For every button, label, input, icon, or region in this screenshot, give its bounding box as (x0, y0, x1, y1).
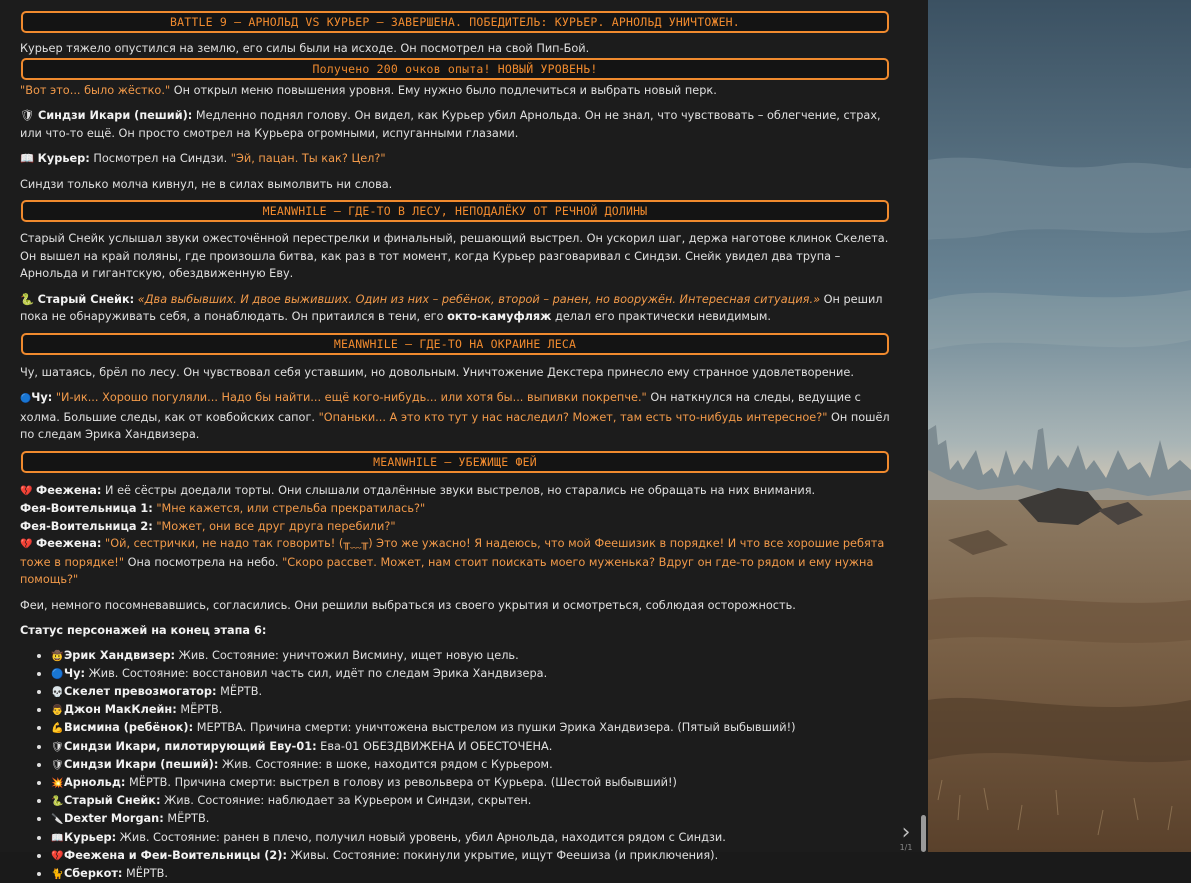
status-character-name: Курьер: (64, 831, 116, 844)
quote: "Эй, пацан. Ты как? Цел?" (231, 152, 386, 165)
skull-icon: 💀 (51, 684, 64, 701)
meanwhile-banner-fairy: MEANWHILE – УБЕЖИЩЕ ФЕЙ (21, 451, 889, 473)
shield-icon: 🛡 (20, 109, 34, 122)
xp-banner: Получено 200 очков опыта! НОВЫЙ УРОВЕНЬ! (21, 58, 889, 80)
status-character-name: Dexter Morgan: (64, 812, 164, 825)
broken-heart-icon: 💔 (20, 486, 32, 497)
broken-heart-icon: 💔 (51, 848, 64, 865)
status-text: МЕРТВА. Причина смерти: уничтожена выстрелом из пушки Эрика Хандвизера. (Пятый выбывший!) (193, 721, 795, 734)
quote: "Мне кажется, или стрельба прекратилась?" (153, 502, 425, 515)
explosion-icon: 💥 (51, 775, 64, 792)
status-item (34, 756, 892, 774)
scrollbar-track[interactable] (918, 0, 928, 852)
status-heading: Статус персонажей на конец этапа 6: (20, 622, 890, 640)
status-item (34, 774, 892, 792)
quote: "И-ик... Хорошо погуляли... Надо бы найти... ещё кого-нибудь... или хотя бы... выпивки покрепче." (52, 391, 647, 404)
status-text: МЁРТВ. (177, 703, 223, 716)
paragraph: Феи, немного посомневавшись, согласились. Они решили выбраться из своего укрытия и осмотреться, соблюдая осторожность. (20, 597, 890, 615)
quote: "Вот это... было жёстко." (20, 84, 170, 97)
status-item (34, 847, 892, 865)
speaker-name: Фея-Воительница 2: (20, 520, 153, 533)
status-character-name: Феежена и Феи-Воительницы (2): (64, 849, 287, 862)
narration: Он пошёл по следам Эрика Хандвизера. (20, 411, 890, 442)
scrollbar-thumb[interactable] (921, 815, 926, 852)
status-text: МЁРТВ. (164, 812, 210, 825)
status-item (34, 683, 892, 701)
quote: "Опаньки... А это кто тут у нас наследил? Может, там есть что-нибудь интересное?" (319, 411, 828, 424)
status-item (34, 865, 892, 883)
status-item (34, 810, 892, 828)
narration: Она посмотрела на небо. (124, 556, 282, 569)
status-text: МЁРТВ. Причина смерти: выстрел в голову из револьвера от Курьера. (Шестой выбывший!) (125, 776, 676, 789)
paragraph: Курьер тяжело опустился на землю, его силы были на исходе. Он посмотрел на свой Пип-Бой. (20, 40, 890, 58)
quote: "Может, они все друг друга перебили?" (153, 520, 396, 533)
book-icon: 📖 (51, 830, 64, 847)
narration: Он наткнулся на следы, ведущие с холма. Большие следы, как от ковбойских сапог. (20, 391, 861, 424)
status-item (34, 719, 892, 737)
paragraph (20, 389, 890, 444)
quote: «Два выбывших. И двое выживших. Один из них – ребёнок, второй – ранен, но вооружён. Интересная ситуация.» (134, 293, 820, 306)
status-text: Живы. Состояние: покинули укрытие, ищут Феешиза (и приключения). (287, 849, 718, 862)
book-icon: 📖 (20, 152, 34, 165)
status-character-name: Старый Снейк: (64, 794, 160, 807)
quote: "Скоро рассвет. Может, нам стоит поискать моего муженька? Вдруг он где-то рядом и ему нужна помощь?" (20, 556, 873, 587)
speaker-name: Феежена: (36, 484, 101, 497)
shield-icon: 🛡 (51, 757, 64, 774)
status-text: Жив. Состояние: наблюдает за Курьером и Синдзи, скрытен. (160, 794, 531, 807)
status-text: Ева-01 ОБЕЗДВИЖЕНА И ОБЕСТОЧЕНА. (317, 740, 553, 753)
flexed-arm-icon: 💪 (51, 720, 64, 737)
paragraph (20, 82, 890, 100)
status-text: Жив. Состояние: в шоке, находится рядом с Курьером. (218, 758, 552, 771)
paragraph (20, 500, 890, 518)
status-item (34, 701, 892, 719)
status-list (34, 647, 892, 883)
meanwhile-banner-forest: MEANWHILE – ГДЕ-ТО В ЛЕСУ, НЕПОДАЛЁКУ ОТ РЕЧНОЙ ДОЛИНЫ (21, 200, 889, 222)
status-character-name: Синдзи Икари, пилотирующий Еву-01: (64, 740, 317, 753)
status-item (34, 665, 892, 683)
status-item (34, 647, 892, 665)
speaker-name: Фея-Воительница 1: (20, 502, 153, 515)
narration: Медленно поднял голову. Он видел, как Курьер убил Арнольда. Он не знал, что чувствовать – облегчение, страх, или что-то ещё. Он просто смотрел на Курьера огромными, испуганными глазами. (20, 109, 881, 140)
status-character-name: Сберкот: (64, 867, 122, 880)
paragraph: Чу, шатаясь, брёл по лесу. Он чувствовал себя уставшим, но довольным. Уничтожение Декстера принесло ему странное удовлетворение. (20, 364, 890, 382)
status-character-name: Чу: (64, 667, 85, 680)
narration: Посмотрел на Синдзи. (90, 152, 231, 165)
status-character-name: Скелет превозмогатор: (64, 685, 217, 698)
status-character-name: Эрик Хандвизер: (64, 649, 175, 662)
paragraph (20, 482, 890, 501)
narration: Он решил пока не обнаруживать себя, а понаблюдать. Он притаился в тени, его (20, 293, 883, 324)
pager-label: 1/1 (895, 843, 917, 852)
man-icon: 👨 (51, 702, 64, 719)
status-item (34, 792, 892, 810)
snake-icon: 🐍 (20, 293, 34, 306)
knife-icon: 🔪 (51, 811, 64, 828)
broken-heart-icon: 💔 (20, 539, 32, 550)
speaker-name: Синдзи Икари (пеший): (38, 109, 192, 122)
speaker-name: Старый Снейк: (38, 293, 134, 306)
cat-icon: 🐈 (51, 866, 64, 883)
narration: Он открыл меню повышения уровня. Ему нужно было подлечиться и выбрать новый перк. (170, 84, 717, 97)
status-character-name: Джон МакКлейн: (64, 703, 177, 716)
status-text: Жив. Состояние: уничтожил Висмину, ищет новую цель. (175, 649, 519, 662)
emphasis: окто-камуфляж (447, 310, 551, 323)
status-character-name: Арнольд: (64, 776, 125, 789)
speaker-name: Чу: (31, 391, 52, 404)
shield-icon: 🛡 (51, 739, 64, 756)
paragraph (20, 535, 890, 589)
paragraph: Старый Снейк услышал звуки ожесточённой перестрелки и финальный, решающий выстрел. Он ускорил шаг, держа наготове клинок Скелета. Он вышел на край поляны, где произошла битва, как раз в тот момент, когда Курьер разговаривал с Синдзи. Снейк увидел два трупа – Арнольда и гигантскую, обездвиженную Еву. (20, 230, 890, 283)
message-content (20, 0, 892, 883)
cowboy-icon: 🤠 (51, 648, 64, 665)
paragraph (20, 291, 890, 326)
quote: "Ой, сестрички, не надо так говорить! (╥﹏╥) Это же ужасно! Я надеюсь, что мой Феешизик в порядке! И что все хорошие ребята тоже в порядке!" (20, 537, 884, 569)
blue-circle-icon: 🔵 (20, 394, 31, 404)
status-text: Жив. Состояние: ранен в плечо, получил новый уровень, убил Арнольда, находится рядом с Синдзи. (116, 831, 726, 844)
paragraph (20, 150, 890, 168)
paragraph: Синдзи только молча кивнул, не в силах вымолвить ни слова. (20, 176, 890, 194)
snake-icon: 🐍 (51, 793, 64, 810)
status-character-name: Синдзи Икари (пеший): (64, 758, 218, 771)
narration: делал его практически невидимым. (551, 310, 771, 323)
paragraph (20, 107, 890, 142)
paragraph (20, 518, 890, 536)
speaker-name: Феежена: (36, 537, 101, 550)
blue-circle-icon: 🔵 (51, 666, 64, 683)
status-text: МЁРТВ. (122, 867, 168, 880)
status-text: МЁРТВ. (217, 685, 263, 698)
wasteland-landscape (928, 0, 1191, 852)
status-item (34, 738, 892, 756)
status-text: Жив. Состояние: восстановил часть сил, идёт по следам Эрика Хандвизера. (85, 667, 547, 680)
status-character-name: Висмина (ребёнок): (64, 721, 193, 734)
status-item (34, 829, 892, 847)
narration: И её сёстры доедали торты. Они слышали отдалённые звуки выстрелов, но старались не обращать на них внимания. (101, 484, 815, 497)
chevron-right-icon[interactable]: › (896, 822, 916, 844)
speaker-name: Курьер: (38, 152, 90, 165)
battle-result-banner: BATTLE 9 – АРНОЛЬД VS КУРЬЕР – ЗАВЕРШЕНА. ПОБЕДИТЕЛЬ: КУРЬЕР. АРНОЛЬД УНИЧТОЖЕН. (21, 11, 889, 33)
meanwhile-banner-outskirts: MEANWHILE – ГДЕ-ТО НА ОКРАИНЕ ЛЕСА (21, 333, 889, 355)
wasteland-background-image (928, 0, 1191, 852)
